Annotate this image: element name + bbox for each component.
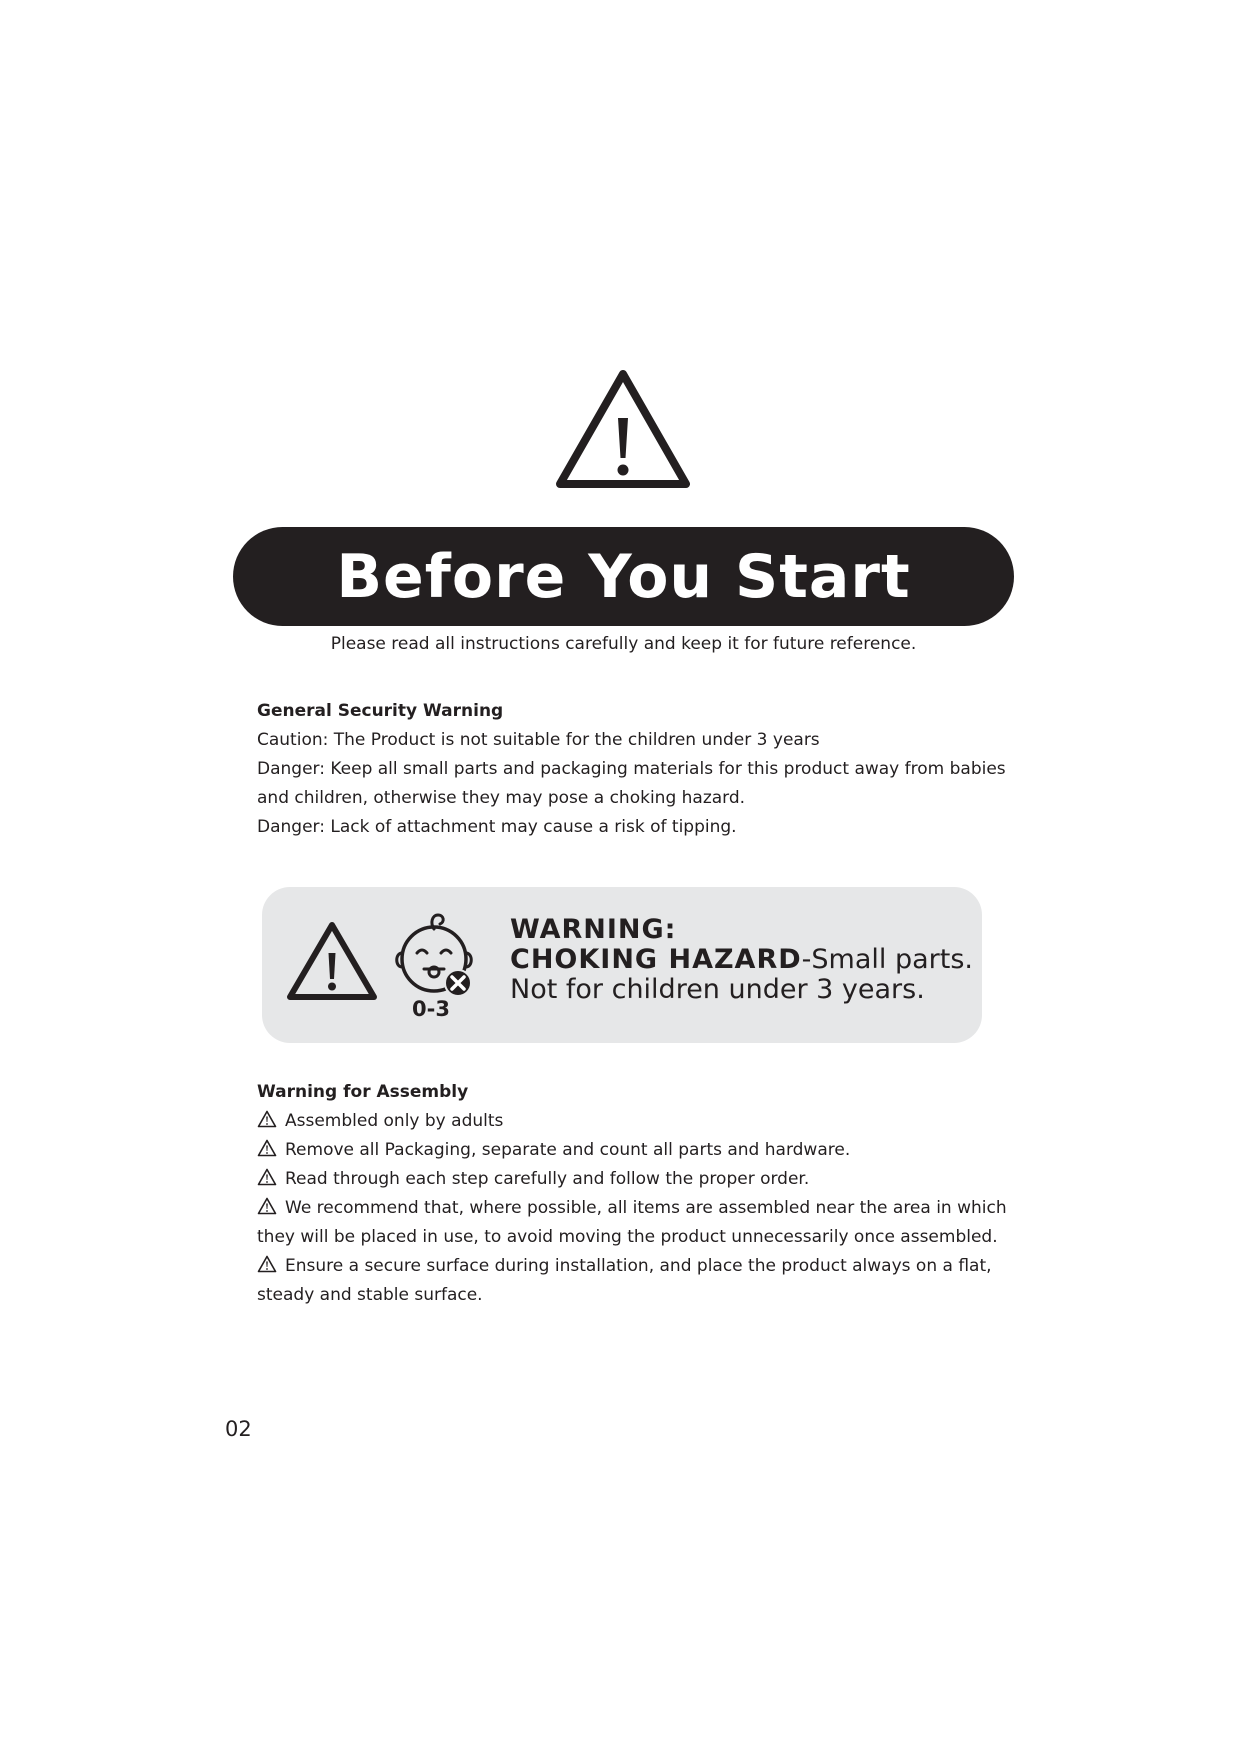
warning-triangle-icon [552,366,694,492]
page-subtitle: Please read all instructions carefully and keep it for future reference. [330,634,917,654]
list-item-text: Read through each step carefully and follow the proper order. [285,1169,810,1189]
list-item [257,1136,1017,1165]
warning-line: Caution: The Product is not suitable for the children under 3 years [257,730,820,750]
age-label: 0-3 [412,997,450,1021]
general-security-warning-section [257,697,1017,842]
warning-triangle-icon [284,919,380,1003]
list-item-text: Assembled only by adults [285,1111,504,1131]
warning-line: Danger: Keep all small parts and packaging materials for this product away from babies and children, otherwise they may pose a choking hazard. [257,759,1006,808]
title-banner [233,527,1014,626]
warning-line: Danger: Lack of attachment may cause a risk of tipping. [257,817,737,837]
list-item [257,1165,1017,1194]
baby-face-icon [390,909,482,1001]
choking-hazard-text [510,915,973,1005]
page-number: 02 [225,1417,252,1441]
list-item [257,1252,1017,1310]
hazard-label: CHOKING HAZARD [510,944,802,975]
section-heading: General Security Warning [257,701,504,721]
list-item [257,1194,1017,1252]
warning-triangle-icon [257,1255,277,1273]
section-heading: Warning for Assembly [257,1082,469,1102]
warning-triangle-icon [257,1168,277,1186]
choking-hazard-box [262,887,982,1043]
warning-triangle-icon [257,1110,277,1128]
list-item-text: Remove all Packaging, separate and count all parts and hardware. [285,1140,851,1160]
list-item-text: Ensure a secure surface during installation, and place the product always on a flat, steady and stable surface. [257,1256,992,1305]
warning-label: WARNING: [510,914,677,945]
list-item [257,1107,1017,1136]
age-restriction-text: Not for children under 3 years. [510,974,925,1005]
warning-triangle-icon [257,1197,277,1215]
hazard-text: -Small parts. [801,944,974,975]
warning-triangle-icon [257,1139,277,1157]
hazard-line [510,945,973,975]
list-item-text: We recommend that, where possible, all items are assembled near the area in which they will be placed in use, to avoid moving the product unnecessarily once assembled. [257,1198,1007,1247]
assembly-warning-section [257,1078,1017,1310]
page-title: Before You Start [336,541,911,612]
